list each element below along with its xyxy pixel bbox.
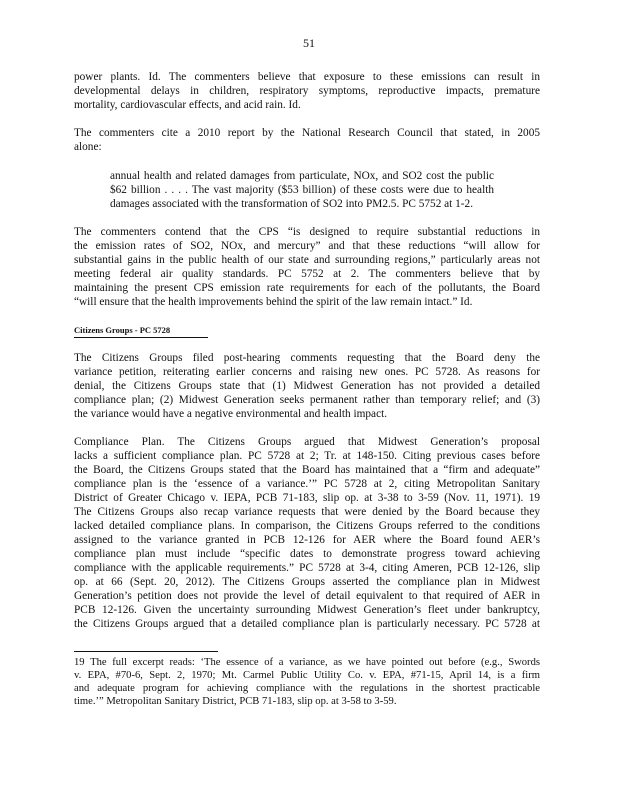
footnote-line: and adequate program for achieving compliance with the regulations in the shortest practicable [74, 683, 540, 694]
footnote-line: time.’” Metropolitan Sanitary District, PCB 71-183, slip op. at 3-58 to 3-59. [74, 696, 397, 707]
paragraph-line: op. at 66 (Sept. 20, 2012). The Citizens Groups asserted the compliance plan in Midwest [74, 576, 540, 588]
paragraph-line: The Citizens Groups also recap variance requests that were denied by the Board because they [74, 506, 540, 518]
paragraph-line: maintaining the present CPS emission rate requirements for each of the pollutants, the Board [74, 282, 540, 294]
paragraph-line: developmental delays in children, respiratory symptoms, reproductive impacts, premature [74, 85, 540, 97]
paragraph-line: variance petition, reiterating earlier concerns and raising new ones. PC 5728. As reasons for [74, 366, 540, 378]
paragraph-line: the Citizens Groups argued that a detailed compliance plan is particularly necessary. PC 5728 at [74, 618, 540, 630]
block-quote-line: annual health and related damages from particulate, NOx, and SO2 cost the public [110, 170, 494, 182]
paragraph-line: The Citizens Groups filed post-hearing comments requesting that the Board deny the [74, 352, 540, 364]
paragraph-line: alone: [74, 141, 102, 153]
paragraph-line: substantial gains in the public health of our state and surrounding regions,” particularly areas not [74, 254, 540, 266]
paragraph-line: compliance with the applicable requirements.” PC 5728 at 3-4, citing Ameren, PCB 12-126, slip [74, 562, 540, 574]
page-number: 51 [303, 36, 315, 50]
paragraph-line: denial, the Citizens Groups state that (1) Midwest Generation has not provided a detailed [74, 380, 540, 392]
paragraph-line: mortality, cardiovascular effects, and acid rain. Id. [74, 99, 301, 111]
paragraph-line: power plants. Id. The commenters believe that exposure to these emissions can result in [74, 71, 540, 83]
footnote-separator [74, 651, 218, 652]
paragraph-line: compliance plan; (2) Midwest Generation seeks permanent rather than temporary relief; and (3) [74, 394, 540, 406]
paragraph-line: compliance plan must include “specific dates to demonstrate progress toward achieving [74, 548, 540, 560]
paragraph-line: lacked detailed compliance plans. In comparison, the Citizens Groups referred to the conditions [74, 520, 540, 532]
section-heading: Citizens Groups - PC 5728 [74, 325, 171, 335]
paragraph-line: The commenters cite a 2010 report by the National Research Council that stated, in 2005 [74, 127, 540, 139]
paragraph-line: “will ensure that the health improvements behind the spirit of the law remain intact.” Id. [74, 296, 473, 308]
paragraph-line: the variance would have a negative environmental and health impact. [74, 408, 388, 420]
paragraph-line: assigned to the variance granted in PCB 12-126 for AER where the Board found AER’s [74, 534, 540, 546]
paragraph-line: Generation’s petition does not provide the level of detail equivalent to that required of AER in [74, 590, 540, 602]
footnote-line: v. EPA, #70-6, Sept. 2, 1970; Mt. Carmel Public Utility Co. v. EPA, #71-15, April 14, is a firm [74, 670, 540, 681]
footnote-line: 19 The full excerpt reads: ‘The essence of a variance, as we have pointed out before (e.g., Swords [74, 657, 540, 668]
block-quote-line: $62 billion . . . . The vast majority ($53 billion) of these costs were due to health [110, 184, 494, 196]
paragraph-line: the Board, the Citizens Groups stated that the Board has maintained that a “firm and adequate” [74, 464, 540, 476]
paragraph-line: compliance plan is the ‘essence of a variance.’” PC 5728 at 2, citing Metropolitan Sanitary [74, 478, 540, 490]
block-quote-line: damages associated with the transformation of SO2 into PM2.5. PC 5752 at 1-2. [110, 198, 474, 210]
paragraph-line: meeting federal air quality standards. PC 5752 at 2. The commenters believe that by [74, 268, 540, 280]
heading-underline [74, 337, 208, 338]
paragraph-line: the emission rates of SO2, NOx, and mercury” and that these reductions “will allow for [74, 240, 540, 252]
paragraph-line: District of Greater Chicago v. IEPA, PCB 71-183, slip op. at 3-38 to 3-59 (Nov. 11, 1971). 19 [74, 492, 540, 504]
paragraph-line: Compliance Plan. The Citizens Groups argued that Midwest Generation’s proposal [74, 436, 540, 448]
paragraph-line: PCB 12-126. Given the uncertainty surrounding Midwest Generation’s fleet under bankruptcy, [74, 604, 540, 616]
paragraph-line: lacks a sufficient compliance plan. PC 5728 at 2; Tr. at 148-150. Citing previous cases before [74, 450, 540, 462]
paragraph-line: The commenters contend that the CPS “is designed to require substantial reductions in [74, 226, 540, 238]
